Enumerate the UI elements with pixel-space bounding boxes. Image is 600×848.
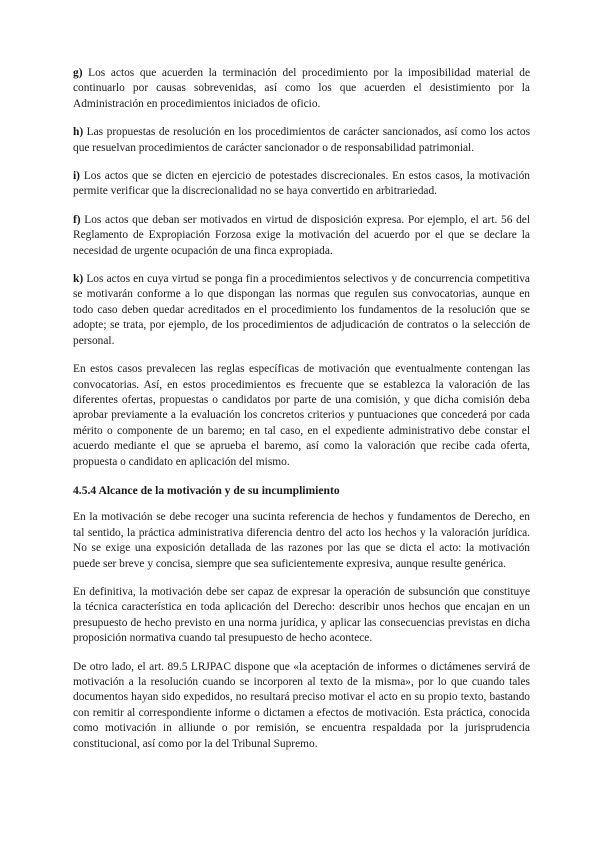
item-label: g) <box>73 67 83 79</box>
item-text: Los actos que acuerden la terminación del procedimiento por la imposibilidad material de continuarlo por causas sobrevenidas, así como los que acuerden el desistimiento por la Administración en procedimientos iniciados de oficio. <box>73 67 530 110</box>
list-item-i <box>73 169 530 200</box>
item-label: f) <box>73 213 81 226</box>
item-text: Los actos en cuya virtud se ponga fin a procedimientos selectivos y de concurrencia competitiva se motivarán conforme a lo que dispongan las normas que regulen sus convocatorias, aunque en todo caso deben quedar acreditados en el procedimiento los fundamentos de la resolución que se adopte; se trata, por ejemplo, de los procedimientos de adjudicación de contratos o la selección de personal. <box>73 273 530 347</box>
item-text: Los actos que se dicten en ejercicio de potestades discrecionales. En estos casos, la motivación permite verificar que la discrecionalidad no se haya convertido en arbitrariedad. <box>73 170 530 198</box>
item-label: k) <box>73 273 84 286</box>
section-heading: 4.5.4 Alcance de la motivación y de su incumplimiento <box>73 483 340 497</box>
item-label: i) <box>73 170 80 183</box>
paragraph-convocatorias: En estos casos prevalecen las reglas específicas de motivación que eventualmente contengan las convocatorias. Así, en estos procedimientos es frecuente que se establezca la valoración de las diferentes ofertas, propuestas o candidatos por parte de una comisión, y que dicha comisión deba aprobar previamente a la evaluación los concretos criterios y puntuaciones que concederá por cada mérito o componente de un baremo; en tal caso, en el expediente administrativo debe constar el acuerdo mediante el que se aprueba el baremo, así como la valoración que recibe cada oferta, propuesta o candidato en aplicación del mismo. <box>73 363 530 468</box>
item-text: Las propuestas de resolución en los procedimientos de carácter sancionados, así como los actos que resuelvan procedimientos de carácter sancionador o de responsabilidad patrimonial. <box>73 126 530 154</box>
list-item-h <box>73 125 530 156</box>
list-item-k <box>73 272 530 349</box>
list-item-g <box>73 66 530 112</box>
paragraph-subsuncion: En definitiva, la motivación debe ser capaz de expresar la operación de subsunción que constituye la técnica característica en toda aplicación del Derecho: describir unos hechos que encajan en un presupuesto de hecho previsto en una norma jurídica, y aplicar las consecuencias previstas en dicha proposición normativa cuando tal presupuesto de hecho acontece. <box>73 585 530 645</box>
paragraph-alcance: En la motivación se debe recoger una sucinta referencia de hechos y fundamentos de Derecho, en tal sentido, la práctica administrativa diferencia dentro del acto los hechos y la valoración jurídica. No se exige una exposición detallada de las razones por las que se dicta el acto: la motivación puede ser breve y concisa, siempre que sea suficientemente expresiva, aunque resulte genérica. <box>73 511 530 570</box>
item-label: h) <box>73 126 84 139</box>
item-text: Los actos que deban ser motivados en virtud de disposición expresa. Por ejemplo, el art. 56 del Reglamento de Expropiación Forzosa exige la motivación del acuerdo por el que se declare la necesidad de urgente ocupación de una finca expropiada. <box>73 213 530 257</box>
document-page <box>73 66 530 765</box>
list-item-f <box>73 213 530 259</box>
paragraph-remision: De otro lado, el art. 89.5 LRJPAC dispone que «la aceptación de informes o dictámenes servirá de motivación a la resolución cuando se incorporen al texto de la misma», por lo que cuando tales documentos hayan sido expedidos, no resultará preciso motivar el acto en su propio texto, bastando con remitir al correspondiente informe o dictamen a efectos de motivación. Esta práctica, conocida como motivación in alliunde o por remisión, se encuentra respaldada por la jurisprudencia constitucional, así como por la del Tribunal Supremo. <box>73 660 530 750</box>
